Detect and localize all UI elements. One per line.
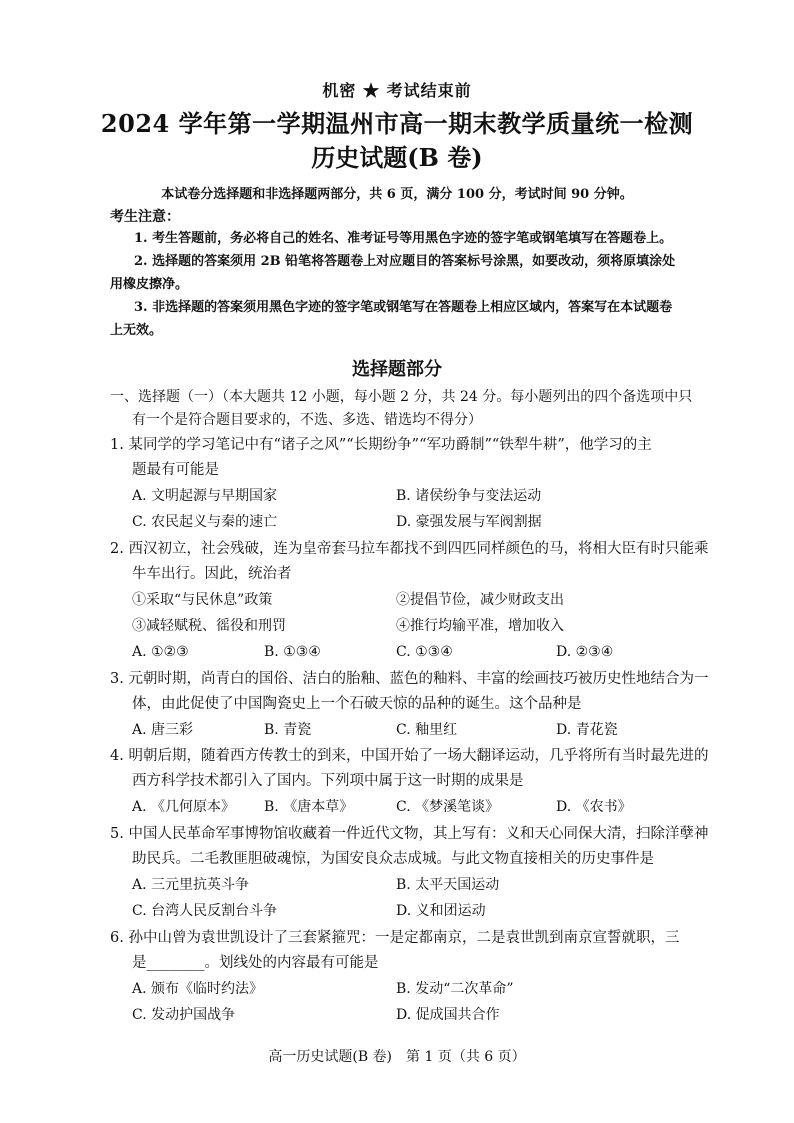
section-title: 选择题部分 [352,359,442,380]
question-1-option-d: D. 豪强发展与军阀割据 [396,514,542,530]
question-4-stem-line-1: 4. 明朝后期，随着西方传教士的到来，中国开始了一场大翻译运动，几乎将所有当时最先进的 [110,748,709,764]
question-6-stem-line-2: 是________。划线处的内容最有可能是 [132,955,379,971]
question-5-stem-line-2: 助民兵。二毛教匪胆破魂惊，为国安良众志成城。与此文物直接相关的历史事件是 [132,851,654,867]
part1-instructions-line-1: 一、选择题（一）（本大题共 12 小题，每小题 2 分，共 24 分。每小题列出的四个备选项中只 [110,389,693,405]
notice-item-3-line-2: 上无效。 [110,323,163,338]
notice-item-2-line-1: 2. 选择题的答案须用 2B 铅笔将答题卷上对应题目的答案标号涂黑，如要改动，须将原填涂处 [134,254,676,269]
question-3-option-c: C. 釉里红 [396,722,458,738]
question-2-statement-3: ③减轻赋税、徭役和刑罚 [132,618,286,634]
question-2-option-a: A. ①②③ [132,644,189,660]
question-2-statement-1: ①采取“与民休息”政策 [132,592,273,608]
question-3-stem-line-2: 体，由此促使了中国陶瓷史上一个石破天惊的品种的诞生。这个品种是 [132,696,582,712]
question-1-option-a: A. 文明起源与早期国家 [132,488,278,504]
question-2-statement-4: ④推行均输平准，增加收入 [396,618,564,634]
question-1-stem-line-2: 题最有可能是 [132,462,219,478]
question-1-stem-line-1: 1. 某同学的学习笔记中有“诸子之风”“长期纷争”“军功爵制”“铁犁牛耕”，他学习的主 [110,437,652,453]
exam-title: 2024 学年第一学期温州市高一期末教学质量统一检测 [100,109,694,138]
question-1-option-b: B. 诸侯纷争与变法运动 [396,488,542,504]
question-3-stem-line-1: 3. 元朝时期，尚青白的国俗、洁白的胎釉、蓝色的釉料、丰富的绘画技巧被历史性地结合为一 [110,671,709,687]
exam-intro: 本试卷分选择题和非选择题两部分，共 6 页，满分 100 分，考试时间 90 分钟。 [161,187,633,202]
page-footer: 高一历史试题(B 卷) 第 1 页（共 6 页） [268,1049,526,1065]
question-3-option-b: B. 青瓷 [264,722,312,738]
question-2-option-c: C. ①③④ [396,644,453,660]
question-2-statement-2: ②提倡节俭，减少财政支出 [396,592,564,608]
notice-item-2-line-2: 用橡皮擦净。 [110,277,189,292]
question-2-stem-line-2: 牛车出行。因此，统治者 [132,566,292,582]
question-4-stem-line-2: 西方科学技术都引入了国内。下列项中属于这一时期的成果是 [132,773,524,789]
question-4-option-a: A. 《几何原本》 [132,799,236,815]
exam-subtitle: 历史试题(B 卷) [311,143,483,172]
part1-instructions-line-2: 有一个是符合题目要求的，不选、多选、错选均不得分） [132,412,482,428]
question-1-option-c: C. 农民起义与秦的速亡 [132,514,278,530]
question-4-option-b: B. 《唐本草》 [264,799,354,815]
question-5-option-b: B. 太平天国运动 [396,877,500,893]
question-5-option-c: C. 台湾人民反割台斗争 [132,903,278,919]
question-4-option-c: C. 《梦溪笔谈》 [396,799,500,815]
question-5-option-d: D. 义和团运动 [396,903,486,919]
question-5-option-a: A. 三元里抗英斗争 [132,877,250,893]
question-6-stem-line-1: 6. 孙中山曾为袁世凯设计了三套紧箍咒：一是定都南京，二是袁世凯到南京宣誓就职，三 [110,930,680,946]
question-6-option-c: C. 发动护国战争 [132,1007,236,1023]
confidential-label: 机密 ★ 考试结束前 [322,81,472,100]
question-6-option-a: A. 颁布《临时约法》 [132,981,264,997]
question-5-stem-line-1: 5. 中国人民革命军事博物馆收藏着一件近代文物，其上写有：义和天心同保大清，扫除洋孽神 [110,826,709,842]
question-2-option-b: B. ①③④ [264,644,321,660]
question-6-option-b: B. 发动“二次革命” [396,981,514,997]
notice-title: 考生注意： [110,209,180,225]
question-2-option-d: D. ②③④ [556,644,614,660]
question-6-option-d: D. 促成国共合作 [396,1007,500,1023]
question-4-option-d: D. 《农书》 [556,799,632,815]
notice-item-1: 1. 考生答题前，务必将自己的姓名、准考证号等用黑色字迹的签字笔或钢笔填写在答题卷上。 [134,231,673,246]
notice-item-3-line-1: 3. 非选择题的答案须用黑色字迹的签字笔或钢笔写在答题卷上相应区域内，答案写在本试题卷 [134,300,673,315]
question-2-stem-line-1: 2. 西汉初立，社会残破，连为皇帝套马拉车都找不到四匹同样颜色的马，将相大臣有时只能乘 [110,541,709,557]
question-3-option-d: D. 青花瓷 [556,722,618,738]
question-3-option-a: A. 唐三彩 [132,722,194,738]
